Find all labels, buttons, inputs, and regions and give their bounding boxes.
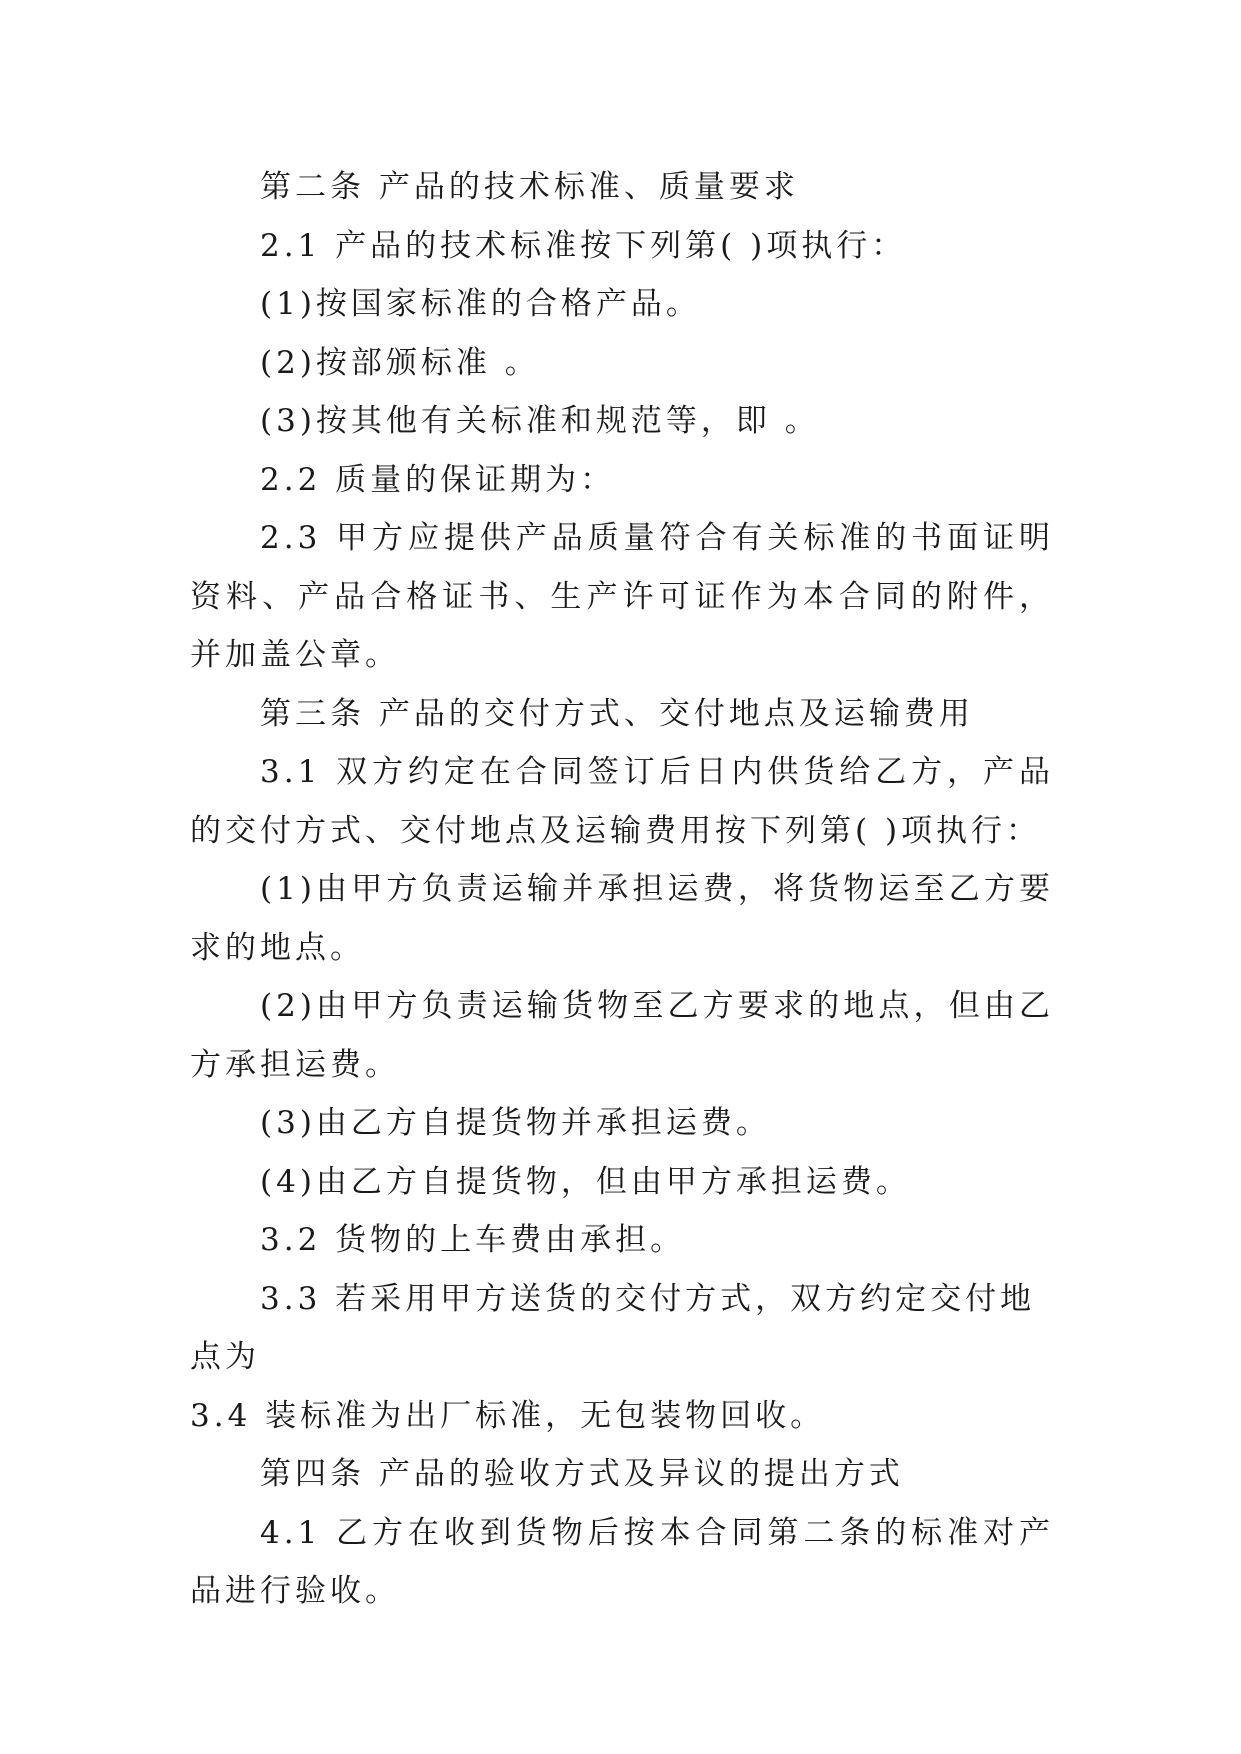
clause-3-1-option-3: (3)由乙方自提货物并承担运费。 [260, 1105, 771, 1141]
clause-2-3: 2.3 甲方应提供产品质量符合有关标准的书面证明资料、产品合格证书、生产许可证作为本合同的附件，并加盖公章。 [190, 520, 1054, 673]
clause-4-1: 4.1 乙方在收到货物后按本合同第二条的标准对产品进行验收。 [190, 1514, 1054, 1609]
clause-3-1-option-4: (4)由乙方自提货物，但由甲方承担运费。 [260, 1163, 911, 1200]
clause-3-3: 3.3 若采用甲方送货的交付方式，双方约定交付地点为 [190, 1280, 1036, 1375]
clause-2-1-option-2: (2)按部颁标准 。 [260, 344, 540, 381]
heading-article-4: 第四条 产品的验收方式及异议的提出方式 [260, 1456, 904, 1492]
heading-article-2: 第二条 产品的技术标准、质量要求 [260, 169, 799, 205]
clause-3-1-option-2: (2)由甲方负责运输货物至乙方要求的地点，但由乙方承担运费。 [190, 988, 1054, 1083]
clause-2-1-option-1: (1)按国家标准的合格产品。 [260, 286, 701, 322]
document-body [190, 158, 1054, 1621]
clause-3-2: 3.2 货物的上车费由承担。 [260, 1222, 686, 1258]
clause-3-4: 3.4 装标准为出厂标准，无包装物回收。 [190, 1397, 826, 1434]
heading-article-3: 第三条 产品的交付方式、交付地点及运输费用 [260, 695, 974, 732]
clause-3-1: 3.1 双方约定在合同签订后日内供货给乙方，产品的交付方式、交付地点及运输费用按下列第( )项执行： [190, 754, 1054, 849]
clause-2-2: 2.2 质量的保证期为： [260, 461, 616, 498]
clause-2-1-option-3: (3)按其他有关标准和规范等，即 。 [260, 403, 820, 439]
clause-2-1: 2.1 产品的技术标准按下列第( )项执行： [260, 227, 907, 264]
clause-3-1-option-1: (1)由甲方负责运输并承担运费，将货物运至乙方要求的地点。 [190, 871, 1054, 966]
